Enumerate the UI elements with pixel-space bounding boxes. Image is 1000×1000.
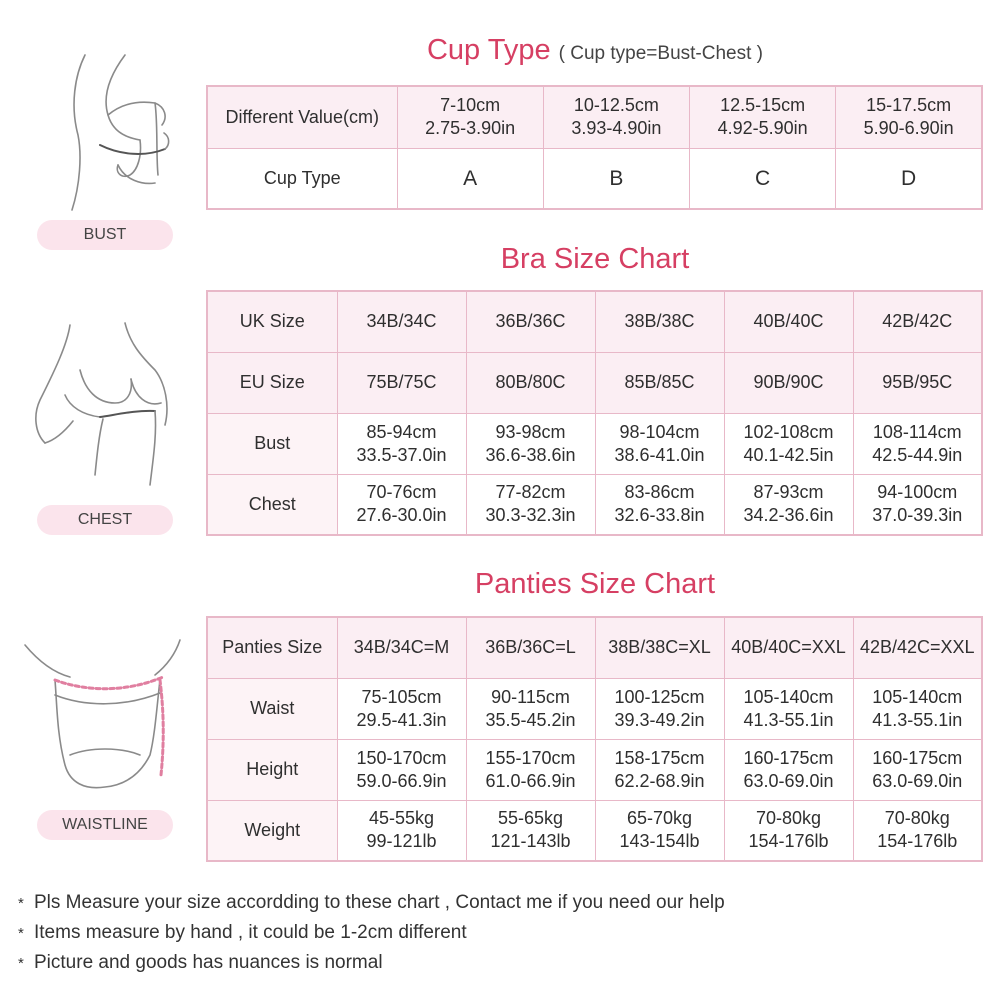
cup-range-cell: 12.5-15cm 4.92-5.90in [690, 86, 836, 148]
bra-size-table [206, 290, 983, 536]
cup-range-cell: 10-12.5cm 3.93-4.90in [543, 86, 689, 148]
cup-type-title: Cup Type [426, 34, 551, 66]
panties-size-cell: 34B/34C=M [337, 617, 466, 678]
waist-cell: 75-105cm 29.5-41.3in [337, 678, 466, 739]
height-cell: 158-175cm 62.2-68.9in [595, 739, 724, 800]
cup-type-heading [205, 34, 985, 67]
height-cell: 160-175cm 63.0-69.0in [853, 739, 982, 800]
row-label-panties-size: Panties Size [207, 617, 337, 678]
eu-size-cell: 75B/75C [337, 352, 466, 413]
cup-range-cell: 7-10cm 2.75-3.90in [397, 86, 543, 148]
panties-size-cell: 40B/40C=XXL [724, 617, 853, 678]
waist-cell: 100-125cm 39.3-49.2in [595, 678, 724, 739]
bust-cell: 108-114cm 42.5-44.9in [853, 413, 982, 474]
eu-size-cell: 90B/90C [724, 352, 853, 413]
height-cell: 150-170cm 59.0-66.9in [337, 739, 466, 800]
note-item: * Picture and goods has nuances is normal [18, 948, 725, 978]
height-cell: 160-175cm 63.0-69.0in [724, 739, 853, 800]
panties-size-title: Panties Size Chart [474, 568, 716, 600]
cup-type-cell: C [690, 148, 836, 209]
chest-cell: 77-82cm 30.3-32.3in [466, 474, 595, 535]
chest-cell: 87-93cm 34.2-36.6in [724, 474, 853, 535]
row-label-weight: Weight [207, 800, 337, 861]
bra-size-title: Bra Size Chart [500, 243, 690, 275]
waistline-figure [15, 635, 190, 795]
eu-size-cell: 80B/80C [466, 352, 595, 413]
height-cell: 155-170cm 61.0-66.9in [466, 739, 595, 800]
waist-cell: 105-140cm 41.3-55.1in [724, 678, 853, 739]
row-label-chest: Chest [207, 474, 337, 535]
cup-type-table [206, 85, 983, 210]
panties-size-cell: 36B/36C=L [466, 617, 595, 678]
eu-size-cell: 85B/85C [595, 352, 724, 413]
waist-cell: 90-115cm 35.5-45.2in [466, 678, 595, 739]
bust-figure [30, 45, 180, 215]
row-label-cup-type: Cup Type [207, 148, 397, 209]
note-item: * Items measure by hand , it could be 1-2cm different [18, 918, 725, 948]
row-label-different-value: Different Value(cm) [207, 86, 397, 148]
waistline-label: WAISTLINE [37, 810, 173, 840]
asterisk-icon: * [18, 955, 24, 972]
panties-size-cell: 38B/38C=XL [595, 617, 724, 678]
uk-size-cell: 36B/36C [466, 291, 595, 352]
waist-cell: 105-140cm 41.3-55.1in [853, 678, 982, 739]
weight-cell: 65-70kg 143-154lb [595, 800, 724, 861]
bust-cell: 93-98cm 36.6-38.6in [466, 413, 595, 474]
cup-type-note: ( Cup type=Bust-Chest ) [558, 43, 763, 64]
weight-cell: 55-65kg 121-143lb [466, 800, 595, 861]
row-label-waist: Waist [207, 678, 337, 739]
row-label-bust: Bust [207, 413, 337, 474]
bust-label: BUST [37, 220, 173, 250]
weight-cell: 70-80kg 154-176lb [724, 800, 853, 861]
cup-type-cell: A [397, 148, 543, 209]
row-label-eu-size: EU Size [207, 352, 337, 413]
chest-cell: 94-100cm 37.0-39.3in [853, 474, 982, 535]
cup-type-cell: D [836, 148, 982, 209]
row-label-uk-size: UK Size [207, 291, 337, 352]
uk-size-cell: 38B/38C [595, 291, 724, 352]
weight-cell: 70-80kg 154-176lb [853, 800, 982, 861]
panties-size-cell: 42B/42C=XXL [853, 617, 982, 678]
chest-cell: 70-76cm 27.6-30.0in [337, 474, 466, 535]
eu-size-cell: 95B/95C [853, 352, 982, 413]
bust-cell: 85-94cm 33.5-37.0in [337, 413, 466, 474]
uk-size-cell: 40B/40C [724, 291, 853, 352]
uk-size-cell: 42B/42C [853, 291, 982, 352]
weight-cell: 45-55kg 99-121lb [337, 800, 466, 861]
notes-list [18, 888, 725, 978]
uk-size-cell: 34B/34C [337, 291, 466, 352]
panties-size-table [206, 616, 983, 862]
chest-cell: 83-86cm 32.6-33.8in [595, 474, 724, 535]
bust-cell: 98-104cm 38.6-41.0in [595, 413, 724, 474]
cup-range-cell: 15-17.5cm 5.90-6.90in [836, 86, 982, 148]
cup-type-cell: B [543, 148, 689, 209]
note-item: * Pls Measure your size accordding to these chart , Contact me if you need our help [18, 888, 725, 918]
asterisk-icon: * [18, 925, 24, 942]
chest-label: CHEST [37, 505, 173, 535]
chest-figure [25, 315, 185, 490]
row-label-height: Height [207, 739, 337, 800]
asterisk-icon: * [18, 895, 24, 912]
bust-cell: 102-108cm 40.1-42.5in [724, 413, 853, 474]
